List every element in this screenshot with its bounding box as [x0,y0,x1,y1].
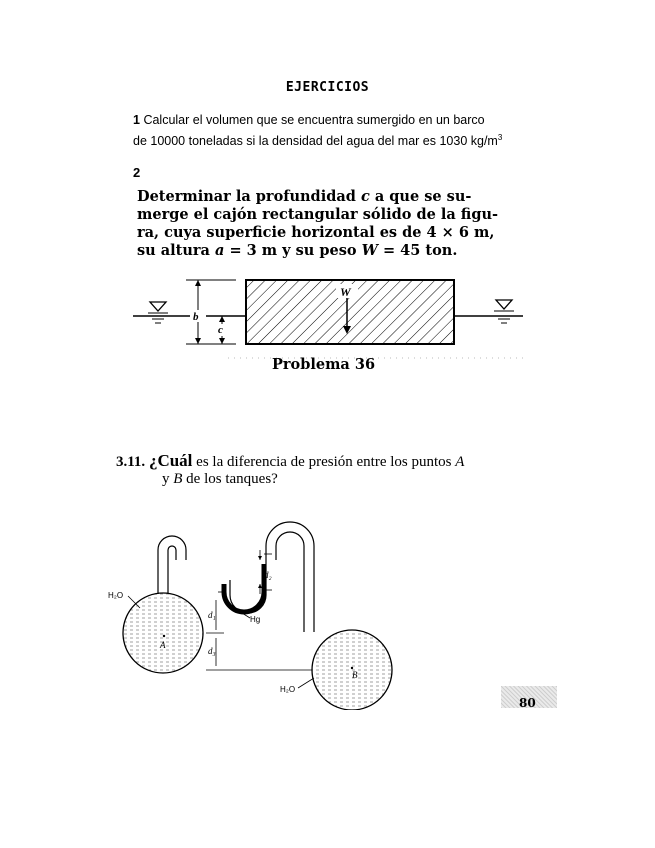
problem-line2-post: de los tanques? [182,471,278,487]
exercise-2-var-w: W [361,242,378,259]
label-h2o-left: H₂O [108,591,124,600]
label-d3: d₃ [208,646,216,656]
label-d2: d₂ [264,570,272,580]
label-point-b: B [352,670,358,680]
exercise-2-var-a: a [214,242,225,259]
exercise-2-line1b: a que se su- [369,188,472,205]
weight-label: W [340,285,351,299]
problem-number: 3.11. [116,454,146,470]
exercise-1-number: 1 [133,113,140,127]
problem-lead: ¿Cuál [148,451,193,470]
exercise-2-var-c: c [360,188,370,205]
page-stamp [501,686,557,708]
submerged-box-figure [128,270,528,360]
stamp-text: 80 [519,696,536,708]
exercise-2-line3: ra, cuya superficie horizontal es de 4 × 6 m, [137,224,495,241]
exercise-1 [133,112,573,150]
label-hg: Hg [250,615,261,624]
label-d1: d₁ [208,610,216,620]
exercise-1-line2: de 10000 toneladas si la densidad del agua del mar es 1030 kg/m [133,134,498,149]
exercise-2-number: 2 [133,165,141,180]
problem-line2-pre: y [162,471,174,487]
problem-line1: es la diferencia de presión entre los puntos [192,454,456,470]
problem-point-b: B [173,471,183,487]
manometer-figure [100,520,420,710]
exercise-2-line2: merge el cajón rectangular sólido de la figu- [137,206,499,223]
water-level-symbol-left [150,302,166,311]
label-h2o-right: H₂O [280,685,296,694]
exercise-2-line1a: Determinar la profundidad [137,188,361,205]
label-b: b [193,311,199,323]
exercise-1-line1: Calcular el volumen que se encuentra sumergido en un barco [143,113,485,127]
exercise-2-line4c: = 45 ton. [377,242,458,259]
exercise-2-line4b: = 3 m y su peso [224,242,362,259]
label-point-a: A [160,640,166,650]
label-c: c [218,324,223,336]
water-level-symbol-right [496,300,512,309]
page-title: EJERCICIOS [285,80,370,95]
problem-point-a: A [455,454,465,470]
tank-a [123,593,203,673]
problem-3-11 [116,452,586,488]
exercise-1-superscript: 3 [497,133,503,142]
exercise-2-statement [137,188,587,260]
figure-caption: Problema 36 [272,356,376,373]
exercise-2-line4a: su altura [137,242,215,259]
